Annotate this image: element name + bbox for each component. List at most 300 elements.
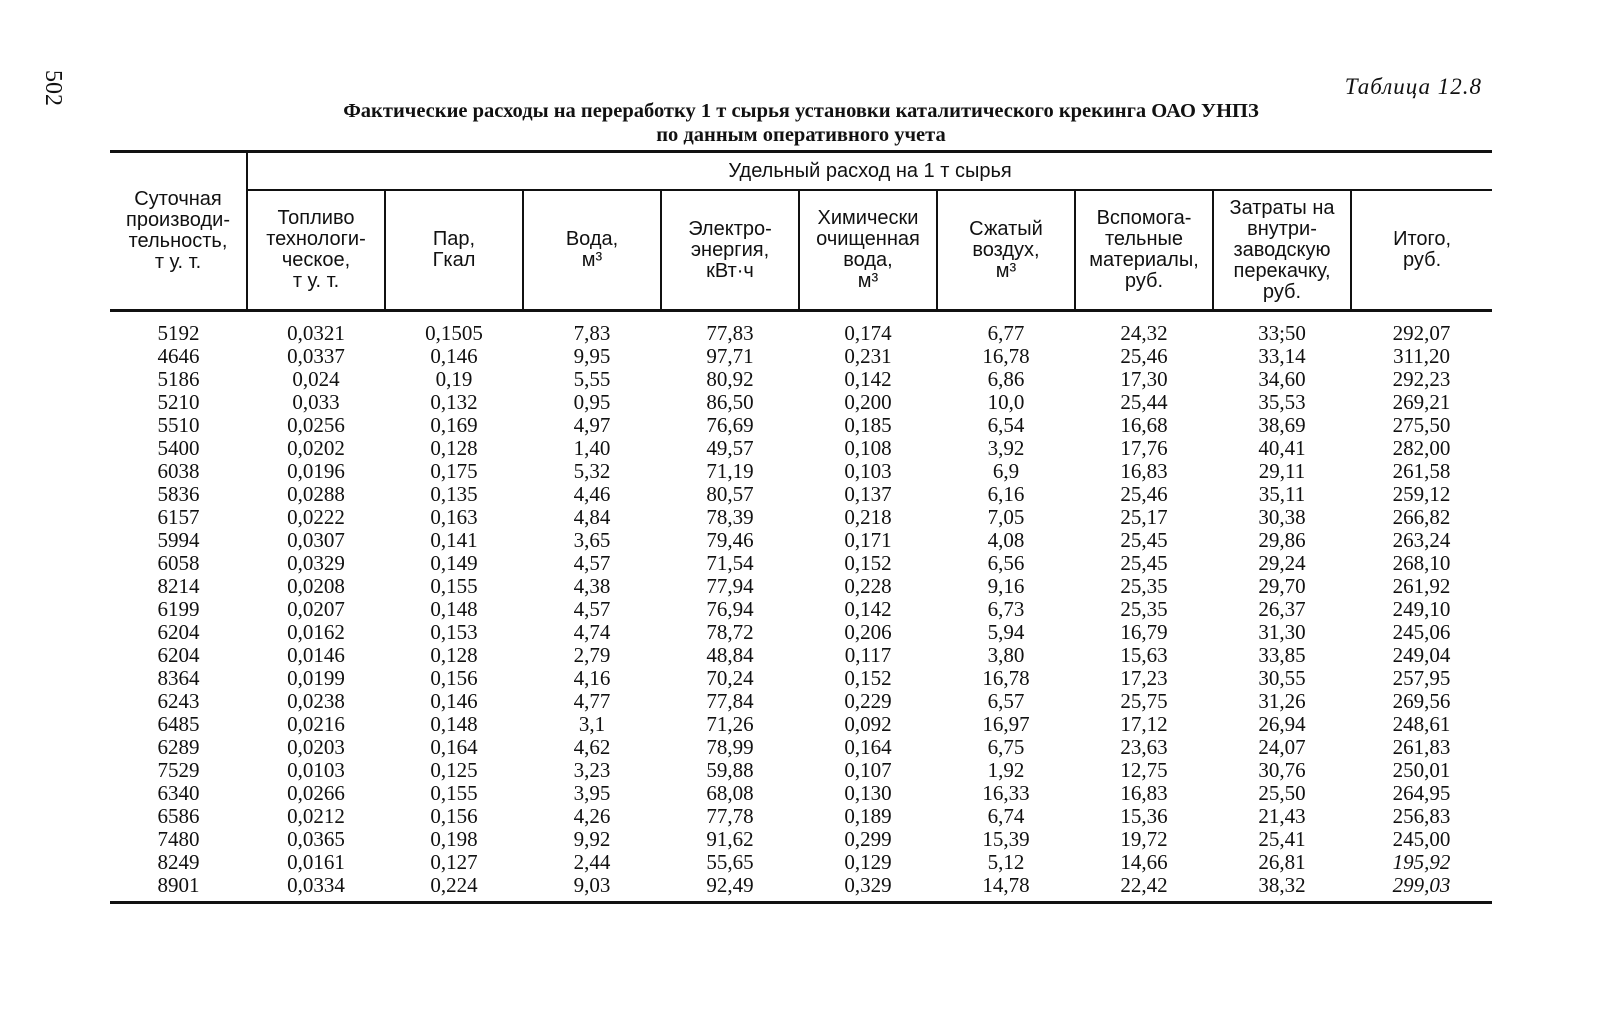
table-cell: 6,86 bbox=[987, 367, 1025, 391]
table-row bbox=[110, 851, 1492, 874]
table-cell: 6,57 bbox=[987, 689, 1025, 713]
header-line: м³ bbox=[995, 259, 1017, 282]
table-cell: 0,129 bbox=[844, 850, 892, 874]
table-cell: 0,224 bbox=[385, 874, 523, 903]
table-cell: 25,44 bbox=[1120, 390, 1168, 414]
header-text bbox=[1076, 208, 1212, 292]
header-line: Электро- bbox=[688, 217, 772, 240]
header-line: технологи- bbox=[266, 228, 366, 250]
table-cell: 80,57 bbox=[706, 482, 754, 506]
table-cell: 261,58 bbox=[1392, 459, 1451, 483]
table-cell: 0,142 bbox=[844, 367, 892, 391]
table-cell: 15,39 bbox=[982, 827, 1030, 851]
table-cell: 0,189 bbox=[844, 804, 892, 828]
table-cell: 5,94 bbox=[987, 620, 1025, 644]
table-cell: 16,78 bbox=[982, 344, 1030, 368]
table-cell: 19,72 bbox=[1120, 827, 1168, 851]
table-cell: 6,16 bbox=[987, 482, 1025, 506]
table-cell: 0,137 bbox=[844, 482, 892, 506]
table-cell: 9,16 bbox=[987, 574, 1025, 598]
table-cell: 25,35 bbox=[1120, 574, 1168, 598]
table-cell: 248,61 bbox=[1392, 712, 1451, 736]
table-cell: 269,21 bbox=[1392, 390, 1451, 414]
table-cell: 0,185 bbox=[844, 413, 892, 437]
table-cell: 1,92 bbox=[987, 758, 1025, 782]
table-cell: 14,78 bbox=[937, 874, 1075, 903]
table-cell: 17,76 bbox=[1120, 436, 1168, 460]
column-header-daily-capacity bbox=[110, 152, 247, 311]
table-cell: 0,0334 bbox=[247, 874, 385, 903]
table-cell: 0,127 bbox=[430, 850, 478, 874]
table-row bbox=[110, 311, 1492, 346]
table-cell: 0,206 bbox=[844, 620, 892, 644]
table-cell: 3,92 bbox=[987, 436, 1025, 460]
header-line: руб. bbox=[1262, 280, 1302, 303]
table-cell: 0,125 bbox=[430, 758, 478, 782]
table-cell: 4,57 bbox=[573, 597, 611, 621]
table-cell: 0,218 bbox=[844, 505, 892, 529]
table-cell: 55,65 bbox=[706, 850, 754, 874]
header-text bbox=[248, 208, 384, 292]
table-cell: 86,50 bbox=[706, 390, 754, 414]
header-line: Вода, bbox=[565, 228, 619, 250]
table-cell: 5192 bbox=[157, 321, 200, 345]
table-cell: 0,024 bbox=[292, 367, 340, 391]
column-header bbox=[385, 190, 523, 311]
table-cell: 0,198 bbox=[430, 827, 478, 851]
table-row bbox=[110, 345, 1492, 368]
header-line: руб. bbox=[1402, 249, 1442, 271]
table-cell: 24,07 bbox=[1258, 735, 1306, 759]
table-cell: 6157 bbox=[157, 505, 200, 529]
column-header bbox=[1075, 190, 1213, 311]
header-text bbox=[386, 229, 522, 271]
table-cell: 79,46 bbox=[706, 528, 754, 552]
header-line: воздух, bbox=[972, 238, 1040, 261]
column-header bbox=[799, 190, 937, 311]
table-cell: 0,155 bbox=[430, 574, 478, 598]
table-cell: 3,95 bbox=[573, 781, 611, 805]
table-cell: 0,174 bbox=[844, 321, 892, 345]
table-cell: 0,0365 bbox=[287, 827, 345, 851]
table-cell: 25,45 bbox=[1120, 528, 1168, 552]
table-caption-line-1: Фактические расходы на переработку 1 т сырья установки каталитического крекинга ОАО УНПЗ bbox=[343, 100, 1259, 122]
column-header bbox=[937, 190, 1075, 311]
table-cell: 269,56 bbox=[1392, 689, 1451, 713]
table-cell: 0,95 bbox=[573, 390, 611, 414]
table-header bbox=[110, 152, 1492, 311]
table-row bbox=[110, 437, 1492, 460]
table-cell: 4,46 bbox=[573, 482, 611, 506]
table-cell: 256,83 bbox=[1392, 804, 1451, 828]
table-cell: 5186 bbox=[157, 367, 200, 391]
table-cell: 264,95 bbox=[1392, 781, 1451, 805]
table-cell: 4,16 bbox=[573, 666, 611, 690]
header-line: тельные bbox=[1104, 228, 1184, 250]
table-cell: 0,152 bbox=[844, 666, 892, 690]
table-cell: 0,0208 bbox=[287, 574, 345, 598]
header-line: перекачку, bbox=[1233, 259, 1331, 282]
header-text bbox=[800, 208, 936, 292]
table-cell: 0,146 bbox=[430, 689, 478, 713]
table-cell: 5,32 bbox=[573, 459, 611, 483]
table-row bbox=[110, 736, 1492, 759]
table-cell: 77,84 bbox=[706, 689, 754, 713]
column-header bbox=[1351, 190, 1492, 311]
table-cell: 21,43 bbox=[1258, 804, 1306, 828]
table-cell: 0,0266 bbox=[287, 781, 345, 805]
table-cell: 0,0103 bbox=[287, 758, 345, 782]
table-cell: 0,155 bbox=[430, 781, 478, 805]
table-cell: 25,41 bbox=[1258, 827, 1306, 851]
table-cell: 24,32 bbox=[1120, 321, 1168, 345]
header-line: тельность, bbox=[128, 230, 228, 252]
table-cell: 0,0321 bbox=[287, 321, 345, 345]
table-row bbox=[110, 713, 1492, 736]
header-line: заводскую bbox=[1233, 238, 1331, 261]
table-cell: 15,36 bbox=[1120, 804, 1168, 828]
table-row bbox=[110, 621, 1492, 644]
table-cell: 3,1 bbox=[578, 712, 606, 736]
column-header bbox=[661, 190, 799, 311]
table-cell: 0,108 bbox=[844, 436, 892, 460]
table-cell: 0,163 bbox=[430, 505, 478, 529]
table-cell: 4646 bbox=[157, 344, 200, 368]
table-cell: 71,54 bbox=[706, 551, 754, 575]
table-cell: 0,148 bbox=[430, 712, 478, 736]
table-cell: 59,88 bbox=[706, 758, 754, 782]
header-text bbox=[662, 219, 798, 282]
table-cell: 25,17 bbox=[1120, 505, 1168, 529]
table-cell: 12,75 bbox=[1120, 758, 1168, 782]
table-cell: 49,57 bbox=[706, 436, 754, 460]
table-cell: 30,38 bbox=[1258, 505, 1306, 529]
table-cell: 35,53 bbox=[1258, 390, 1306, 414]
table-cell: 0,175 bbox=[430, 459, 478, 483]
table-cell: 0,169 bbox=[430, 413, 478, 437]
table-cell: 16,83 bbox=[1120, 781, 1168, 805]
table-cell: 7529 bbox=[157, 758, 200, 782]
column-header bbox=[1213, 190, 1351, 311]
table-cell: 0,0196 bbox=[287, 459, 345, 483]
table-cell: 6485 bbox=[157, 712, 200, 736]
consumption-table bbox=[110, 150, 1492, 904]
table-cell: 6243 bbox=[157, 689, 200, 713]
table-cell: 25,35 bbox=[1120, 597, 1168, 621]
table-cell: 34,60 bbox=[1258, 367, 1306, 391]
header-row-group bbox=[110, 152, 1492, 191]
table-cell: 33,14 bbox=[1258, 344, 1306, 368]
header-line: т у. т. bbox=[292, 270, 340, 292]
table-cell: 6,77 bbox=[987, 321, 1025, 345]
table-cell: 6199 bbox=[157, 597, 200, 621]
table-cell: 1,40 bbox=[573, 436, 611, 460]
header-text bbox=[1214, 198, 1350, 303]
table-cell: 259,12 bbox=[1392, 482, 1451, 506]
table-cell: 0,033 bbox=[292, 390, 340, 414]
table-cell: 16,79 bbox=[1120, 620, 1168, 644]
table-cell: 0,0329 bbox=[287, 551, 345, 575]
table-cell: 77,78 bbox=[706, 804, 754, 828]
table-cell: 6,73 bbox=[987, 597, 1025, 621]
table-cell: 0,153 bbox=[430, 620, 478, 644]
table-cell: 9,03 bbox=[523, 874, 661, 903]
header-row-columns bbox=[110, 190, 1492, 311]
header-line: Затраты на bbox=[1229, 196, 1335, 219]
header-line: производи- bbox=[125, 209, 230, 231]
table-cell: 250,01 bbox=[1392, 758, 1451, 782]
table-cell: 4,38 bbox=[573, 574, 611, 598]
header-line: кВт·ч bbox=[706, 259, 754, 282]
table-cell: 17,12 bbox=[1120, 712, 1168, 736]
table-cell: 97,71 bbox=[706, 344, 754, 368]
column-header bbox=[523, 190, 661, 311]
table-cell: 0,228 bbox=[844, 574, 892, 598]
table-cell: 68,08 bbox=[706, 781, 754, 805]
table-cell: 25,45 bbox=[1120, 551, 1168, 575]
table-cell: 35,11 bbox=[1258, 482, 1306, 506]
table-row bbox=[110, 414, 1492, 437]
table-cell: 0,103 bbox=[844, 459, 892, 483]
table-row bbox=[110, 667, 1492, 690]
table-cell: 268,10 bbox=[1392, 551, 1451, 575]
table-cell: 195,92 bbox=[1392, 850, 1451, 874]
header-line: м³ bbox=[857, 270, 879, 292]
table-cell: 0,231 bbox=[844, 344, 892, 368]
table-cell: 25,75 bbox=[1120, 689, 1168, 713]
table-cell: 25,46 bbox=[1120, 482, 1168, 506]
table-cell: 292,07 bbox=[1392, 321, 1451, 345]
table-cell: 0,132 bbox=[430, 390, 478, 414]
table-cell: 4,77 bbox=[573, 689, 611, 713]
table-row bbox=[110, 828, 1492, 851]
table-cell: 0,0199 bbox=[287, 666, 345, 690]
group-header-specific-consumption: Удельный расход на 1 т сырья bbox=[247, 152, 1492, 191]
table-cell: 6,9 bbox=[992, 459, 1020, 483]
table-cell: 0,0203 bbox=[287, 735, 345, 759]
table-cell: 29,24 bbox=[1258, 551, 1306, 575]
table-cell: 17,30 bbox=[1120, 367, 1168, 391]
table-cell: 6586 bbox=[157, 804, 200, 828]
table-row bbox=[110, 759, 1492, 782]
table-cell: 5,55 bbox=[573, 367, 611, 391]
header-line: м³ bbox=[581, 249, 603, 271]
table-cell: 76,94 bbox=[706, 597, 754, 621]
table-cell: 6,74 bbox=[987, 804, 1025, 828]
table-row bbox=[110, 391, 1492, 414]
table-cell: 6204 bbox=[157, 643, 200, 667]
header-line: Итого, bbox=[1393, 228, 1452, 250]
header-line: Химически bbox=[817, 207, 919, 229]
table-cell: 0,135 bbox=[430, 482, 478, 506]
column-header bbox=[247, 190, 385, 311]
table-cell: 0,229 bbox=[844, 689, 892, 713]
table-cell: 8364 bbox=[157, 666, 200, 690]
table-cell: 9,92 bbox=[573, 827, 611, 851]
table-cell: 6,54 bbox=[987, 413, 1025, 437]
table-cell: 0,146 bbox=[430, 344, 478, 368]
table-cell: 4,08 bbox=[987, 528, 1025, 552]
table-cell: 8901 bbox=[110, 874, 247, 903]
header-text bbox=[1352, 229, 1492, 271]
table-cell: 22,42 bbox=[1075, 874, 1213, 903]
table-cell: 0,156 bbox=[430, 666, 478, 690]
table-cell: 70,24 bbox=[706, 666, 754, 690]
table-cell: 266,82 bbox=[1392, 505, 1451, 529]
table-cell: 10,0 bbox=[987, 390, 1025, 414]
table-cell: 33;50 bbox=[1258, 321, 1306, 345]
table-cell: 4,84 bbox=[573, 505, 611, 529]
header-line: Пар, bbox=[432, 228, 476, 250]
table-cell: 0,152 bbox=[844, 551, 892, 575]
table-cell: 31,26 bbox=[1258, 689, 1306, 713]
table-cell: 5994 bbox=[157, 528, 200, 552]
table-cell: 0,107 bbox=[844, 758, 892, 782]
table-row bbox=[110, 575, 1492, 598]
table-cell: 6058 bbox=[157, 551, 200, 575]
table-cell: 30,76 bbox=[1258, 758, 1306, 782]
header-line: ческое, bbox=[281, 249, 351, 271]
table-cell: 2,79 bbox=[573, 643, 611, 667]
table-cell: 0,0256 bbox=[287, 413, 345, 437]
table-cell: 4,97 bbox=[573, 413, 611, 437]
table-cell: 26,37 bbox=[1258, 597, 1306, 621]
table-cell: 8214 bbox=[157, 574, 200, 598]
table-cell: 5,12 bbox=[987, 850, 1025, 874]
table-cell: 25,46 bbox=[1120, 344, 1168, 368]
table-row bbox=[110, 460, 1492, 483]
table-cell: 282,00 bbox=[1392, 436, 1451, 460]
table-cell: 311,20 bbox=[1393, 344, 1451, 368]
table-cell: 6,75 bbox=[987, 735, 1025, 759]
table-cell: 0,1505 bbox=[425, 321, 483, 345]
table-cell: 0,19 bbox=[435, 367, 473, 391]
table-cell: 7,83 bbox=[573, 321, 611, 345]
table-cell: 16,83 bbox=[1120, 459, 1168, 483]
table-cell: 6038 bbox=[157, 459, 200, 483]
table-cell: 16,68 bbox=[1120, 413, 1168, 437]
table-row bbox=[110, 690, 1492, 713]
table-cell: 6289 bbox=[157, 735, 200, 759]
table-cell: 249,10 bbox=[1392, 597, 1451, 621]
table-cell: 6204 bbox=[157, 620, 200, 644]
table-cell: 40,41 bbox=[1258, 436, 1306, 460]
table-cell: 0,0162 bbox=[287, 620, 345, 644]
table-cell: 3,65 bbox=[573, 528, 611, 552]
table-cell: 26,81 bbox=[1258, 850, 1306, 874]
table-cell: 0,171 bbox=[844, 528, 892, 552]
header-text bbox=[110, 189, 246, 273]
table-cell: 78,72 bbox=[706, 620, 754, 644]
table-cell: 14,66 bbox=[1120, 850, 1168, 874]
page-number: 502 bbox=[40, 70, 66, 106]
table-row bbox=[110, 483, 1492, 506]
table-cell: 0,0207 bbox=[287, 597, 345, 621]
table-cell: 0,0161 bbox=[287, 850, 345, 874]
table-cell: 0,156 bbox=[430, 804, 478, 828]
table-cell: 0,141 bbox=[430, 528, 478, 552]
header-line: внутри- bbox=[1247, 217, 1317, 240]
header-line: материалы, bbox=[1089, 249, 1199, 271]
header-line: вода, bbox=[843, 249, 893, 271]
header-line: Суточная bbox=[134, 188, 222, 210]
table-cell: 38,32 bbox=[1213, 874, 1351, 903]
table-cell: 261,92 bbox=[1392, 574, 1451, 598]
table-cell: 48,84 bbox=[706, 643, 754, 667]
table-cell: 0,128 bbox=[430, 436, 478, 460]
table-cell: 3,23 bbox=[573, 758, 611, 782]
table-cell: 0,0146 bbox=[287, 643, 345, 667]
table-row bbox=[110, 598, 1492, 621]
table-label: Таблица 12.8 bbox=[1344, 74, 1482, 99]
table-cell: 0,149 bbox=[430, 551, 478, 575]
table-cell: 0,148 bbox=[430, 597, 478, 621]
header-line: т у. т. bbox=[154, 251, 202, 273]
table-cell: 71,26 bbox=[706, 712, 754, 736]
header-line: энергия, bbox=[690, 238, 770, 261]
table-cell: 0,0222 bbox=[287, 505, 345, 529]
table-cell: 77,94 bbox=[706, 574, 754, 598]
table-cell: 0,0337 bbox=[287, 344, 345, 368]
table-cell: 5210 bbox=[157, 390, 200, 414]
table-cell: 0,0288 bbox=[287, 482, 345, 506]
table-cell: 25,50 bbox=[1258, 781, 1306, 805]
table-cell: 4,62 bbox=[573, 735, 611, 759]
table-row bbox=[110, 805, 1492, 828]
header-text bbox=[524, 229, 660, 271]
table-cell: 2,44 bbox=[573, 850, 611, 874]
table-cell: 7480 bbox=[157, 827, 200, 851]
table-cell: 5836 bbox=[157, 482, 200, 506]
table-cell: 92,49 bbox=[661, 874, 799, 903]
table-cell: 8249 bbox=[157, 850, 200, 874]
table-cell: 78,39 bbox=[706, 505, 754, 529]
table-cell: 245,06 bbox=[1392, 620, 1451, 644]
table-cell: 71,19 bbox=[706, 459, 754, 483]
table-cell: 4,57 bbox=[573, 551, 611, 575]
table-cell: 17,23 bbox=[1120, 666, 1168, 690]
table-cell: 23,63 bbox=[1120, 735, 1168, 759]
table-cell: 30,55 bbox=[1258, 666, 1306, 690]
table-row bbox=[110, 368, 1492, 391]
table-cell: 9,95 bbox=[573, 344, 611, 368]
table-cell: 257,95 bbox=[1392, 666, 1451, 690]
table-cell: 245,00 bbox=[1392, 827, 1451, 851]
table-cell: 0,0202 bbox=[287, 436, 345, 460]
table-cell: 3,80 bbox=[987, 643, 1025, 667]
table-cell: 0,299 bbox=[844, 827, 892, 851]
header-line: Топливо bbox=[277, 207, 355, 229]
table-cell: 29,11 bbox=[1258, 459, 1306, 483]
table-cell: 275,50 bbox=[1392, 413, 1451, 437]
table-cell: 0,142 bbox=[844, 597, 892, 621]
table-row bbox=[110, 644, 1492, 667]
table-cell: 26,94 bbox=[1258, 712, 1306, 736]
table-cell: 0,329 bbox=[799, 874, 937, 903]
table-cell: 0,092 bbox=[844, 712, 892, 736]
table-row bbox=[110, 529, 1492, 552]
table-row bbox=[110, 552, 1492, 575]
table-cell: 263,24 bbox=[1392, 528, 1451, 552]
table-row bbox=[110, 506, 1492, 529]
table-cell: 0,164 bbox=[430, 735, 478, 759]
table-cell: 0,128 bbox=[430, 643, 478, 667]
header-text bbox=[938, 219, 1074, 282]
table-cell: 6340 bbox=[157, 781, 200, 805]
table-cell: 0,200 bbox=[844, 390, 892, 414]
header-line: Сжатый bbox=[969, 217, 1043, 240]
table-cell: 5510 bbox=[157, 413, 200, 437]
